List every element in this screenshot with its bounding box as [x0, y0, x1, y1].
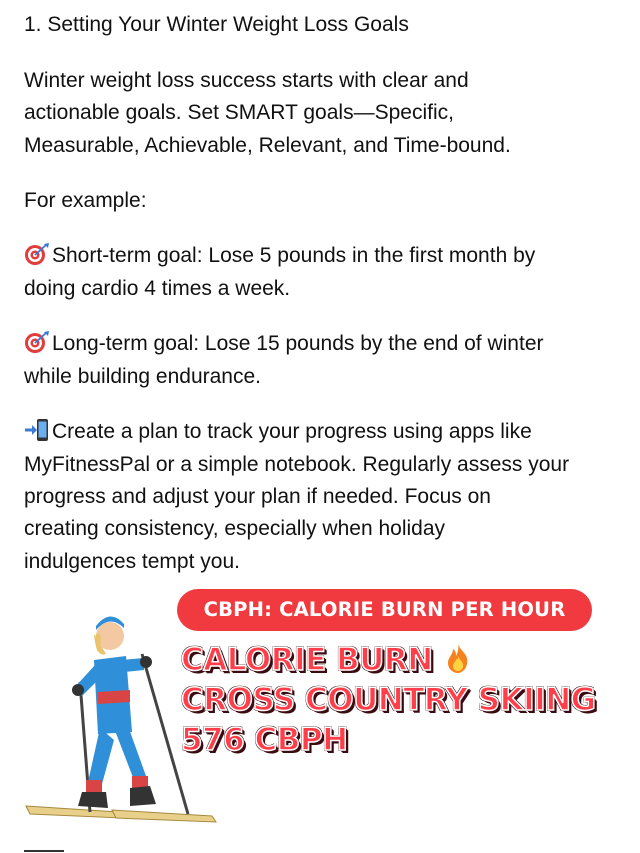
- intro-line: Measurable, Achievable, Relevant, and Time-bound.: [24, 134, 511, 157]
- direct-hit-target-icon: [24, 242, 50, 266]
- fire-icon: [443, 642, 473, 674]
- intro-line: actionable goals. Set SMART goals—Specific,: [24, 101, 454, 124]
- calorie-burn-title: CALORIE BURN: [181, 642, 433, 678]
- plan-line: indulgences tempt you.: [24, 550, 240, 573]
- plan-line: MyFitnessPal or a simple notebook. Regularly assess your: [24, 453, 570, 476]
- long-goal-line: Long-term goal: Lose 15 pounds by the end of winter: [52, 332, 544, 355]
- long-goal-line: while building endurance.: [24, 365, 261, 388]
- direct-hit-target-icon: [24, 330, 50, 354]
- activity-title: CROSS COUNTRY SKIING: [181, 682, 596, 718]
- cropped-next-line: [24, 842, 64, 853]
- short-goal-line: Short-term goal: Lose 5 pounds in the first month by: [52, 244, 536, 267]
- section-heading: 1. Setting Your Winter Weight Loss Goals: [24, 13, 409, 36]
- plan-line: creating consistency, especially when holiday: [24, 517, 446, 540]
- intro-line: Winter weight loss success starts with clear and: [24, 69, 469, 92]
- cbph-value: 576 CBPH: [181, 722, 348, 758]
- plan-line: Create a plan to track your progress using apps like: [52, 420, 532, 443]
- cbph-pill-badge: CBPH: CALORIE BURN PER HOUR: [177, 589, 592, 631]
- short-goal-line: doing cardio 4 times a week.: [24, 277, 291, 300]
- plan-line: progress and adjust your plan if needed. Focus on: [24, 485, 491, 508]
- mobile-phone-arrow-icon: [24, 418, 50, 442]
- example-label: For example:: [24, 189, 147, 212]
